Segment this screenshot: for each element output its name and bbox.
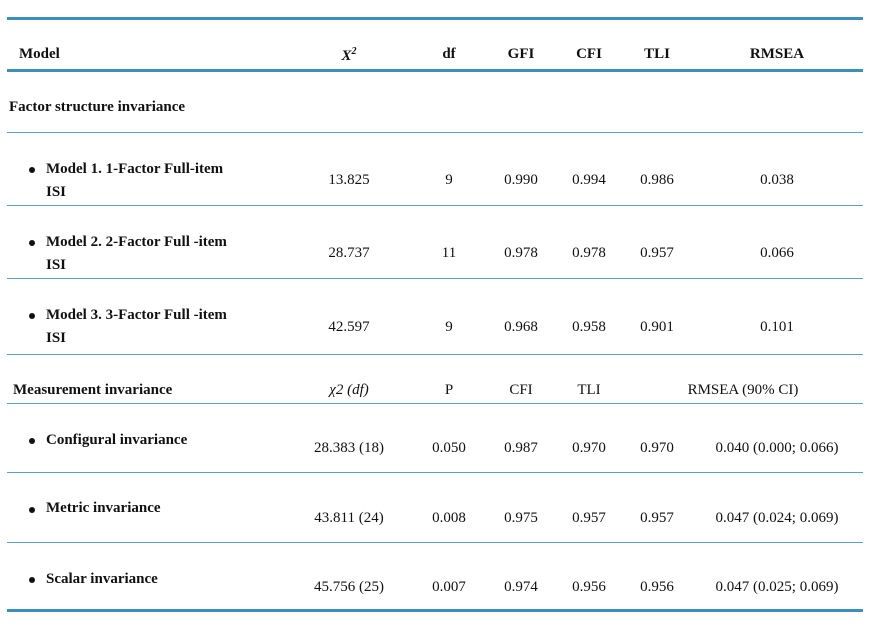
cell-p: 0.007 bbox=[432, 579, 466, 595]
row-label-line2: ISI bbox=[46, 184, 67, 200]
row-label bbox=[46, 304, 227, 350]
row-divider bbox=[7, 542, 863, 543]
cell-chi2: 28.737 bbox=[328, 245, 370, 261]
cell-rmsea-ci: 0.047 (0.025; 0.069) bbox=[715, 579, 839, 595]
row-label: Metric invariance bbox=[46, 500, 161, 516]
table-top-rule bbox=[7, 17, 863, 20]
header-rmsea-ci: RMSEA (90% CI) bbox=[687, 382, 799, 398]
row-divider bbox=[7, 472, 863, 473]
cell-tli-repeat: 0.956 bbox=[640, 579, 674, 595]
header-bottom-rule bbox=[7, 69, 863, 72]
section-title-measurement: Measurement invariance bbox=[13, 382, 173, 398]
cell-df: 9 bbox=[445, 319, 453, 335]
row-label: Scalar invariance bbox=[46, 571, 158, 587]
chi-square-symbol: X bbox=[341, 48, 352, 64]
row-label-line1: Model 1. 1-Factor Full-item bbox=[46, 161, 224, 177]
row-label bbox=[46, 158, 223, 204]
header-chi2: χ2 bbox=[329, 382, 344, 398]
cell-rmsea: 0.038 bbox=[760, 172, 794, 188]
bullet-icon bbox=[29, 507, 35, 513]
cell-chi2df: 28.383 (18) bbox=[314, 440, 384, 456]
cell-gfi: 0.968 bbox=[504, 319, 538, 335]
bullet-icon bbox=[29, 313, 35, 319]
cell-tli: 0.957 bbox=[640, 245, 674, 261]
cell-chi2: 42.597 bbox=[328, 319, 370, 335]
cell-tli: 0.956 bbox=[572, 579, 606, 595]
header-cfi: CFI bbox=[576, 46, 602, 62]
cell-cfi: 0.978 bbox=[572, 245, 606, 261]
cell-gfi: 0.990 bbox=[504, 172, 538, 188]
bullet-icon bbox=[29, 577, 35, 583]
row-divider bbox=[7, 403, 863, 404]
row-label: Configural invariance bbox=[46, 432, 188, 448]
table-bottom-rule bbox=[7, 609, 863, 612]
header-model: Model bbox=[19, 46, 60, 62]
cell-cfi: 0.987 bbox=[504, 440, 538, 456]
cell-rmsea: 0.101 bbox=[760, 319, 794, 335]
cell-tli: 0.957 bbox=[572, 510, 606, 526]
section-title-factor-structure: Factor structure invariance bbox=[9, 99, 186, 115]
cell-df: 9 bbox=[445, 172, 453, 188]
bullet-icon bbox=[29, 240, 35, 246]
chi-square-superscript: 2 bbox=[351, 46, 357, 57]
row-label bbox=[46, 231, 227, 277]
row-divider bbox=[7, 278, 863, 279]
cell-tli-repeat: 0.957 bbox=[640, 510, 674, 526]
cell-p: 0.050 bbox=[432, 440, 466, 456]
cell-p: 0.008 bbox=[432, 510, 466, 526]
bullet-icon bbox=[29, 167, 35, 173]
row-label-line1: Model 2. 2-Factor Full -item bbox=[46, 234, 227, 250]
header-cfi-2: CFI bbox=[509, 382, 533, 398]
cell-cfi: 0.994 bbox=[572, 172, 606, 188]
cell-tli: 0.986 bbox=[640, 172, 674, 188]
cell-chi2: 13.825 bbox=[328, 172, 370, 188]
row-divider bbox=[7, 132, 863, 133]
header-df-italic: df bbox=[352, 382, 364, 398]
row-label-line2: ISI bbox=[46, 330, 67, 346]
row-divider bbox=[7, 205, 863, 206]
cell-tli: 0.901 bbox=[640, 319, 674, 335]
header-chi2-df: χ2 (df) bbox=[329, 382, 369, 398]
cell-tli-repeat: 0.970 bbox=[640, 440, 674, 456]
cell-cfi: 0.975 bbox=[504, 510, 538, 526]
cell-chi2df: 45.756 (25) bbox=[314, 579, 384, 595]
cell-cfi: 0.974 bbox=[504, 579, 538, 595]
header-tli: TLI bbox=[644, 46, 670, 62]
cell-chi2df: 43.811 (24) bbox=[314, 510, 384, 526]
cell-tli: 0.970 bbox=[572, 440, 606, 456]
bullet-icon bbox=[29, 438, 35, 444]
cell-cfi: 0.958 bbox=[572, 319, 606, 335]
cell-rmsea: 0.066 bbox=[760, 245, 794, 261]
header-p: P bbox=[444, 382, 454, 398]
row-label-line2: ISI bbox=[46, 257, 67, 273]
header-rmsea: RMSEA bbox=[749, 46, 805, 62]
cell-df: 11 bbox=[441, 245, 457, 261]
cell-rmsea-ci: 0.047 (0.024; 0.069) bbox=[715, 510, 839, 526]
row-label-line1: Model 3. 3-Factor Full -item bbox=[46, 307, 227, 323]
cell-rmsea-ci: 0.040 (0.000; 0.066) bbox=[715, 440, 839, 456]
cell-gfi: 0.978 bbox=[504, 245, 538, 261]
header-tli-2: TLI bbox=[577, 382, 601, 398]
header-gfi: GFI bbox=[507, 46, 535, 62]
row-divider bbox=[7, 354, 863, 355]
header-df: df bbox=[442, 46, 456, 62]
header-chi-square bbox=[341, 46, 356, 65]
